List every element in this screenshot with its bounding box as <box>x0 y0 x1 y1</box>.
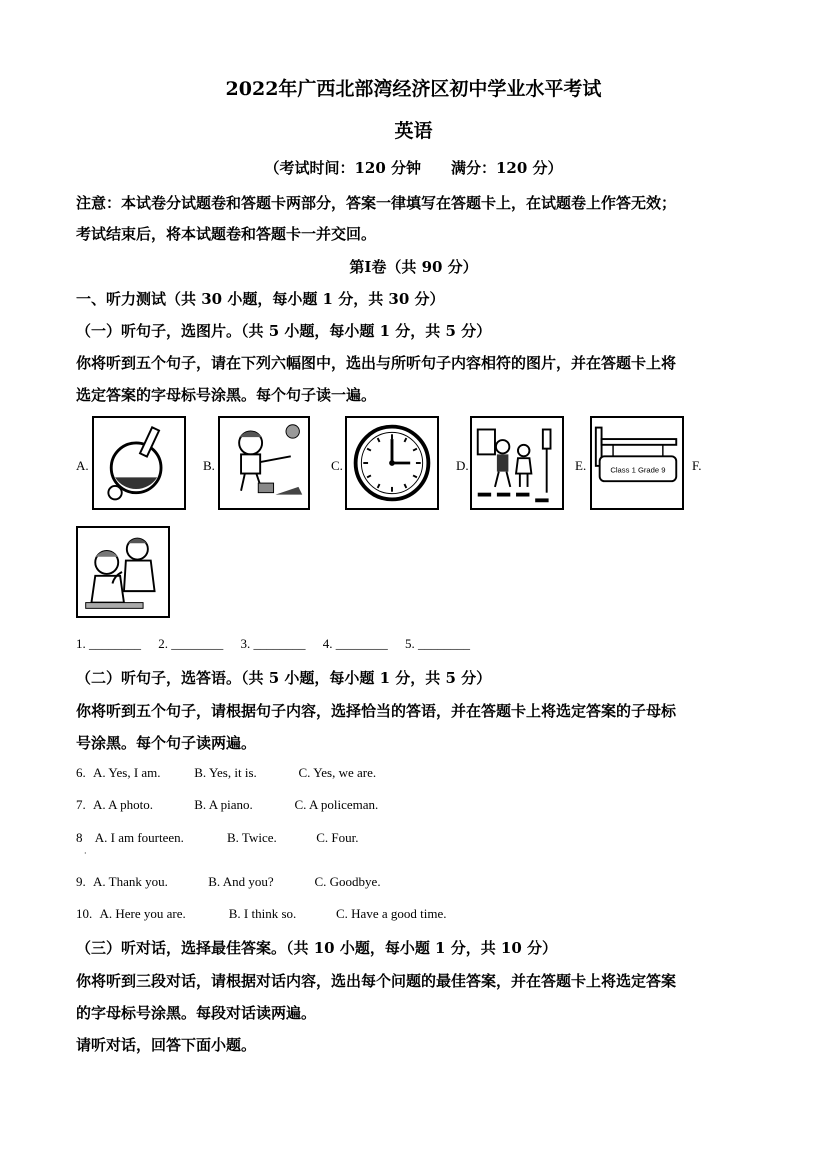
section3-instruction-2: 的字母标号涂黑。每段对话读两遍。 <box>76 1004 317 1022</box>
option-c[interactable]: C. Have a good time. <box>336 906 447 921</box>
option-c[interactable]: C. Four. <box>316 830 359 845</box>
section1-instruction-1: 你将听到五个句子，请在下列六幅图中，选出与所听句子内容相符的图片，并在答题卡上将 <box>76 354 677 372</box>
notice-line-1: 注意：本试卷分试题卷和答题卡两部分，答案一律填写在答题卡上，在试题卷上作答无效； <box>76 194 677 212</box>
option-b[interactable]: B. I think so. <box>228 906 297 921</box>
option-b[interactable]: B. A piano. <box>194 797 253 812</box>
picture-label-c: C. <box>331 458 343 473</box>
picture-label-b: B. <box>203 458 215 473</box>
question-number: 8 <box>76 830 83 845</box>
answer-blank-5[interactable]: 5. ________ <box>405 636 470 651</box>
question-number: 7. <box>76 797 86 812</box>
exam-time-info: （考试时间：120 分钟 满分：120 分） <box>264 159 563 177</box>
option-a[interactable]: A. Thank you. <box>93 874 168 889</box>
question-6 <box>76 765 376 781</box>
picture-a <box>92 416 186 510</box>
part1-title: 一、听力测试（共 30 小题，每小题 1 分，共 30 分） <box>76 290 445 308</box>
picture-label-d: D. <box>456 458 469 473</box>
question-8 <box>76 830 359 846</box>
section2-instruction-1: 你将听到五个句子，请根据句子内容，选择恰当的答语，并在答题卡上将选定答案的子母标 <box>76 702 677 720</box>
boy-cleaning-icon <box>220 418 308 508</box>
section1-instruction-2: 选定答案的字母标号涂黑。每个句子读一遍。 <box>76 386 377 404</box>
option-b[interactable]: B. Twice. <box>227 830 277 845</box>
option-c[interactable]: C. A policeman. <box>294 797 379 812</box>
option-a[interactable]: A. Here you are. <box>99 906 186 921</box>
picture-b <box>218 416 310 510</box>
section3-title: （三）听对话，选择最佳答案。（共 10 小题，每小题 1 分，共 10 分） <box>76 939 558 957</box>
answer-blank-3[interactable]: 3. ________ <box>240 636 306 651</box>
crossing-street-icon <box>472 418 562 508</box>
picture-label-f: F. <box>692 458 702 473</box>
question-10 <box>76 906 446 922</box>
option-a[interactable]: A. I am fourteen. <box>94 830 184 845</box>
question-7 <box>76 797 378 813</box>
doctor-patient-icon <box>78 528 168 616</box>
clock-icon <box>347 418 437 508</box>
picture-c <box>345 416 439 510</box>
picture-f <box>76 526 170 618</box>
option-c[interactable]: C. Yes, we are. <box>298 765 377 780</box>
answer-blanks <box>76 636 484 652</box>
volume-title: 第Ⅰ卷（共 90 分） <box>349 258 478 276</box>
class-sign-text: Class 1 Grade 9 <box>610 465 666 475</box>
option-b[interactable]: B. And you? <box>208 874 274 889</box>
exam-subject: 英语 <box>394 120 433 142</box>
question-number: 6. <box>76 765 86 780</box>
question-number: 10. <box>76 906 93 921</box>
decorative-dot: · <box>84 849 87 858</box>
section1-title: （一）听句子，选图片。（共 5 小题，每小题 1 分，共 5 分） <box>76 322 492 340</box>
section2-title: （二）听句子，选答语。（共 5 小题，每小题 1 分，共 5 分） <box>76 669 492 687</box>
picture-d <box>470 416 564 510</box>
class-sign-icon <box>592 418 682 508</box>
section2-instruction-2: 号涂黑。每个句子读两遍。 <box>76 734 257 752</box>
notice-line-2: 考试结束后，将本试题卷和答题卡一并交回。 <box>76 225 377 243</box>
ping-pong-paddle-icon <box>94 418 184 508</box>
option-b[interactable]: B. Yes, it is. <box>194 765 257 780</box>
section3-instruction-3: 请听对话，回答下面小题。 <box>76 1036 257 1054</box>
answer-blank-1[interactable]: 1. ________ <box>76 636 141 651</box>
picture-label-a: A. <box>76 458 89 473</box>
option-a[interactable]: A. A photo. <box>93 797 153 812</box>
option-c[interactable]: C. Goodbye. <box>314 874 381 889</box>
picture-e <box>590 416 684 510</box>
exam-title: 2022年广西北部湾经济区初中学业水平考试 <box>225 78 602 100</box>
option-a[interactable]: A. Yes, I am. <box>93 765 161 780</box>
question-9 <box>76 874 381 890</box>
answer-blank-4[interactable]: 4. ________ <box>322 636 388 651</box>
section3-instruction-1: 你将听到三段对话，请根据对话内容，选出每个问题的最佳答案，并在答题卡上将选定答案 <box>76 972 677 990</box>
question-number: 9. <box>76 874 86 889</box>
answer-blank-2[interactable]: 2. ________ <box>158 636 224 651</box>
picture-label-e: E. <box>575 458 587 473</box>
